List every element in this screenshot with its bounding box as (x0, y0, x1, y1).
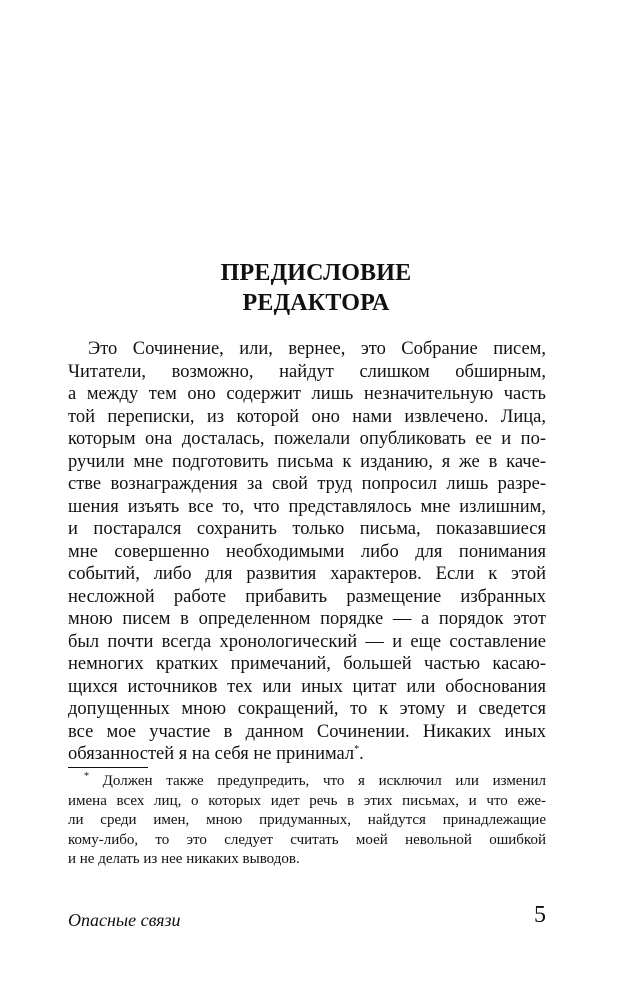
body-line: событий, либо для развития характеров. Если к этой (68, 564, 546, 584)
body-line: несложной работе прибавить размещение избранных (68, 586, 546, 607)
preface-body (68, 338, 546, 766)
footnote-line (68, 772, 546, 792)
body-line: мною писем в определенном порядке — а порядок этот (68, 609, 546, 629)
body-line: а между тем оно содержит лишь незначительную часть (68, 384, 546, 404)
page-number: 5 (534, 902, 546, 928)
body-line: которым она досталась, пожелали опубликовать ее и по- (68, 429, 546, 449)
body-line-last (68, 743, 546, 766)
body-line: той переписки, из которой оно нами извлечено. Лица, (68, 406, 546, 427)
body-line: был почти всегда хронологический — и еще составление (68, 631, 546, 652)
body-line: щихся источников тех или иных цитат или обоснования (68, 676, 546, 697)
body-line: Читатели, возможно, найдут слишком обширным, (68, 361, 546, 382)
body-line: мне совершенно необходимыми либо для понимания (68, 541, 546, 562)
running-footer-title: Опасные связи (68, 910, 181, 930)
footnote-line-text: Должен также предупредить, что я исключил или изменил (102, 773, 546, 789)
page-title (0, 258, 632, 318)
body-line: шения изъять все то, что представлялось мне излишним, (68, 496, 546, 517)
title-line-2: РЕДАКТОРА (242, 290, 390, 316)
footnote (68, 772, 546, 870)
footnote-line: кому-либо, то это следует считать моей невольной ошибкой (68, 831, 546, 848)
body-line: Это Сочинение, или, вернее, это Собрание писем, (88, 339, 546, 359)
body-line: немногих кратких примечаний, большей частью касаю- (68, 654, 546, 674)
body-line: все мое участие в данном Сочинении. Никаких иных (68, 721, 546, 742)
footnote-line: и не делать из нее никаких выводов. (68, 851, 300, 867)
body-line: и постарался сохранить только письма, показавшиеся (68, 519, 546, 539)
footnote-marker: * (84, 772, 89, 782)
footnote-line: ли среди имен, мною придуманных, найдутся принадлежащие (68, 812, 546, 828)
body-line-last-text: обязанностей я на себя не принимал (68, 744, 355, 764)
body-line: стве вознаграждения за свой труд попросил лишь разре- (68, 474, 546, 494)
footnote-divider (68, 767, 148, 768)
footnote-line: имена всех лиц, о которых идет речь в этих письмах, и что еже- (68, 792, 546, 809)
body-final-period: . (359, 744, 364, 764)
title-line-1: ПРЕДИСЛОВИЕ (220, 260, 412, 286)
body-line: допущенных мною сокращений, то к этому и сведется (68, 699, 546, 719)
footnote-reference-marker: * (354, 743, 360, 755)
body-line: ручили мне подготовить письма к изданию, я же в каче- (68, 451, 546, 472)
